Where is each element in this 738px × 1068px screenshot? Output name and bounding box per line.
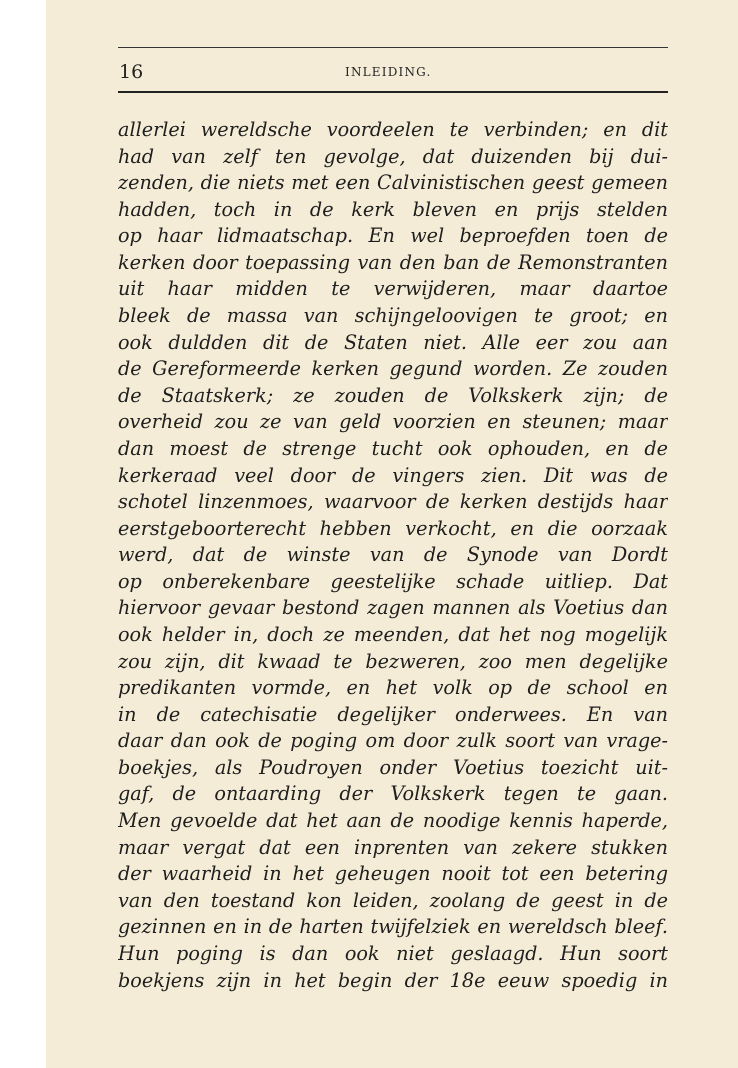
text-line: de Gereformeerde kerken gegund worden. Ze zouden	[118, 357, 668, 381]
text-line: hiervoor gevaar bestond zagen mannen als Voetius dan	[118, 596, 668, 620]
text-line: op onberekenbare geestelijke schade uitliep. Dat	[118, 569, 668, 593]
text-line: eerstgeboorterecht hebben verkocht, en die oorzaak	[118, 516, 668, 540]
text-line: van den toestand kon leiden, zoolang de geest in de	[118, 888, 668, 912]
text-line: de Staatskerk; ze zouden de Volkskerk zijn; de	[118, 383, 668, 407]
text-line: Hun poging is dan ook niet geslaagd. Hun soort	[118, 941, 668, 965]
text-line: gezinnen en in de harten twijfelziek en wereldsch bleef.	[118, 915, 668, 939]
text-line: boekjens zijn in het begin der 18e eeuw spoedig in	[118, 968, 668, 992]
text-line: gaf, de ontaarding der Volkskerk tegen te gaan.	[118, 782, 668, 806]
text-line: ook helder in, doch ze meenden, dat het nog mogelijk	[118, 622, 668, 646]
text-line: werd, dat de winste van de Synode van Dordt	[118, 543, 668, 567]
text-line: kerkeraad veel door de vingers zien. Dit was de	[118, 463, 668, 487]
text-line: schotel linzenmoes, waarvoor de kerken destijds haar	[118, 490, 668, 514]
text-line: hadden, toch in de kerk bleven en prijs stelden	[118, 197, 668, 221]
text-line: allerlei wereldsche voordeelen te verbinden; en dit	[118, 118, 668, 141]
text-line: kerken door toepassing van den ban de Remonstranten	[118, 250, 668, 274]
header-rule-top	[118, 47, 668, 48]
text-line: in de catechisatie degelijker onderwees. En van	[118, 702, 668, 726]
page-number: 16	[119, 61, 144, 83]
text-line: uit haar midden te verwijderen, maar daartoe	[118, 277, 668, 301]
text-line: Men gevoelde dat het aan de noodige kennis haperde,	[118, 809, 668, 833]
text-line: dan moest de strenge tucht ook ophouden, en de	[118, 436, 668, 460]
text-line: boekjes, als Poudroyen onder Voetius toezicht uit-	[118, 755, 668, 779]
text-line: overheid zou ze van geld voorzien en steunen; maar	[118, 410, 668, 434]
text-line: zenden, die niets met een Calvinistischen geest gemeen	[118, 171, 668, 195]
text-line: op haar lidmaatschap. En wel beproefden toen de	[118, 224, 668, 248]
text-line: had van zelf ten gevolge, dat duizenden bij dui-	[118, 144, 668, 168]
header-rule-bottom	[118, 91, 668, 93]
text-line: bleek de massa van schijngeloovigen te groot; en	[118, 304, 668, 328]
text-line: zou zijn, dit kwaad te bezweren, zoo men degelijke	[118, 649, 668, 673]
text-line: ook duldden dit de Staten niet. Alle eer zou aan	[118, 330, 668, 354]
running-head: INLEIDING.	[345, 65, 432, 79]
body-text	[118, 117, 668, 994]
text-line: daar dan ook de poging om door zulk soort van vrage-	[118, 729, 668, 753]
text-line: maar vergat dat een inprenten van zekere stukken	[118, 835, 668, 859]
text-line: predikanten vormde, en het volk op de school en	[118, 676, 668, 700]
text-line: der waarheid in het geheugen nooit tot een betering	[118, 862, 668, 886]
